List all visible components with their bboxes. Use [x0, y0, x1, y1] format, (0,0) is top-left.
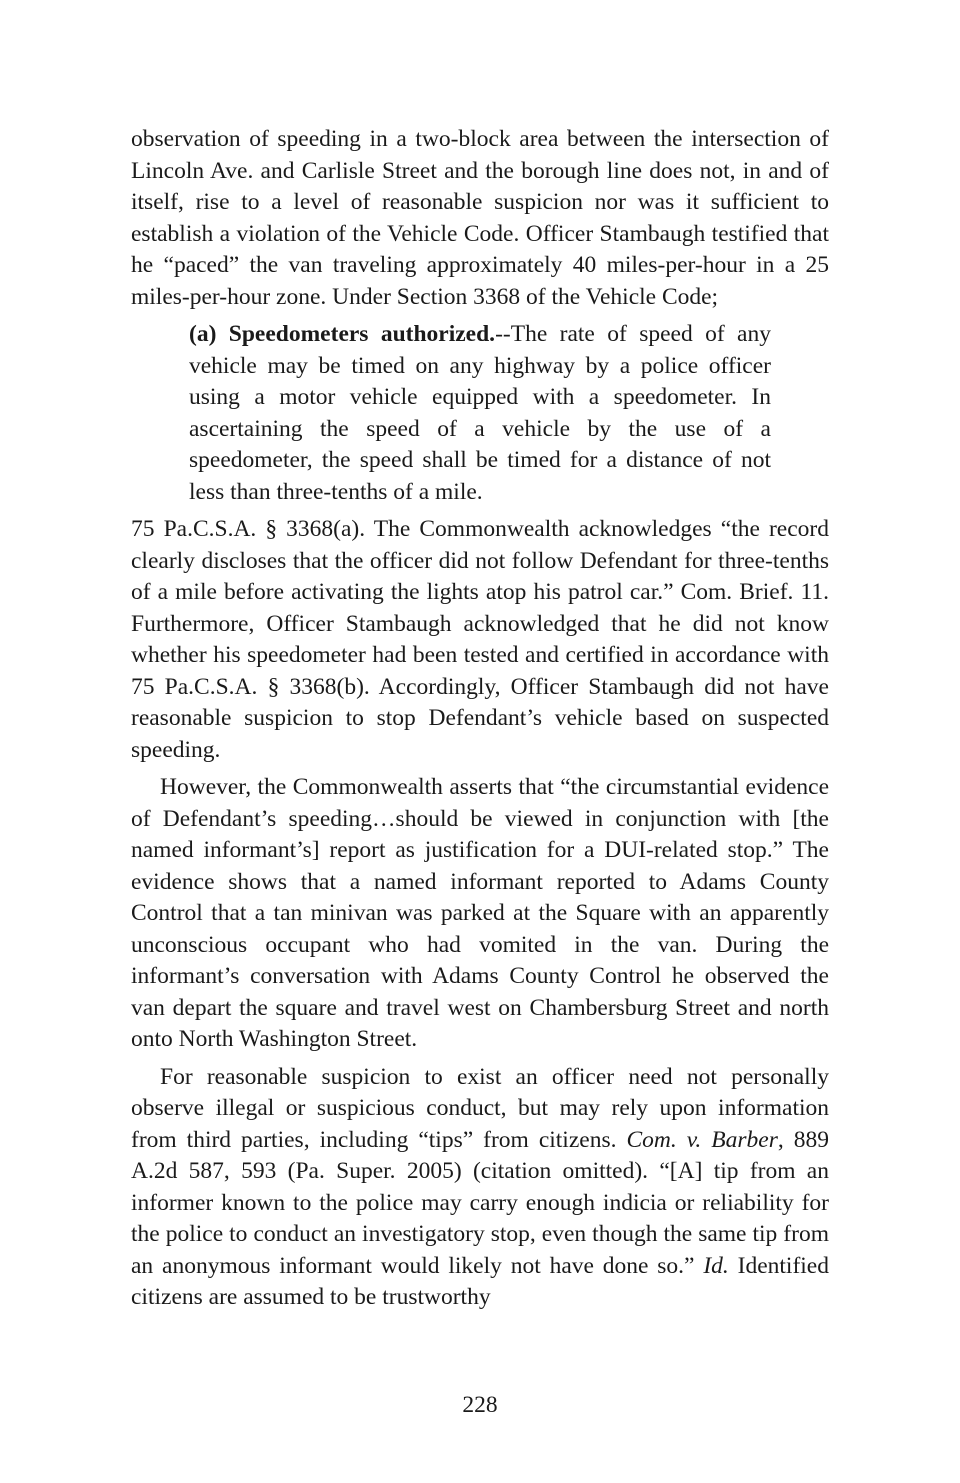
statute-quote	[189, 319, 771, 508]
paragraph-2: 75 Pa.C.S.A. § 3368(a). The Commonwealth acknowledges “the record clearly discloses that the officer did not follow Defendant for three-tenths of a mile before activating the lights atop his patrol car.” Com. Brief. 11. Furthermore, Officer Stambaugh acknowledged that he did not know whether his speedometer had been tested and certified in accordance with 75 Pa.C.S.A. § 3368(b). Accordingly, Officer Stambaugh did not have reasonable suspicion to stop Defendant’s vehicle based on suspected speeding.	[131, 516, 829, 763]
id-citation: Id.	[703, 1252, 729, 1279]
quote-heading: (a) Speedometers authorized.	[189, 321, 496, 347]
paragraph-4-part-c: Identified citizens are assumed to be trustworthy	[131, 1252, 829, 1310]
quote-text: --The rate of speed of any vehicle may be timed on any highway by a police officer using a motor vehicle equipped with a speedometer. In ascertaining the speed of a vehicle by the use of a speedometer, the speed shall be timed for a distance of not less than three-tenths of a mile.	[189, 321, 771, 505]
page-number: 228	[462, 1392, 498, 1418]
paragraph-1: observation of speeding in a two-block area between the intersection of Lincoln Ave. and Carlisle Street and the borough line does not, in and of itself, rise to a level of reasonable suspicion nor was it sufficient to establish a violation of the Vehicle Code. Officer Stambaugh testified that he “paced” the van traveling approximately 40 miles-per-hour in a 25 miles-per-hour zone. Under Section 3368 of the Vehicle Code;	[131, 126, 829, 310]
page-body	[131, 124, 829, 1314]
case-citation: Com. v. Barber	[626, 1126, 778, 1153]
paragraph-3: However, the Commonwealth asserts that “the circumstantial evidence of Defendant’s speeding…should be viewed in conjunction with [the named informant’s] report as justification for a DUI-related stop.” The evidence shows that a named informant reported to Adams County Control that a tan minivan was parked at the Square with an apparently unconscious occupant who had vomited in the van. During the informant’s conversation with Adams County Control he observed the van depart the square and travel west on Chambersburg Street and north onto North Washington Street.	[131, 774, 829, 1052]
paragraph-4-part-a: For reasonable suspicion to exist an officer need not personally observe illegal or suspicious conduct, but may rely upon information from third parties, including “tips” from citizens.	[131, 1063, 829, 1153]
paragraph-4-part-b: , 889 A.2d 587, 593 (Pa. Super. 2005) (citation omitted). “[A] tip from an informer known to the police may carry enough indicia or reliability for the police to conduct an investigatory stop, even though the same tip from an anonymous informant would likely not have done so.”	[131, 1126, 829, 1279]
paragraph-4	[131, 1062, 829, 1314]
